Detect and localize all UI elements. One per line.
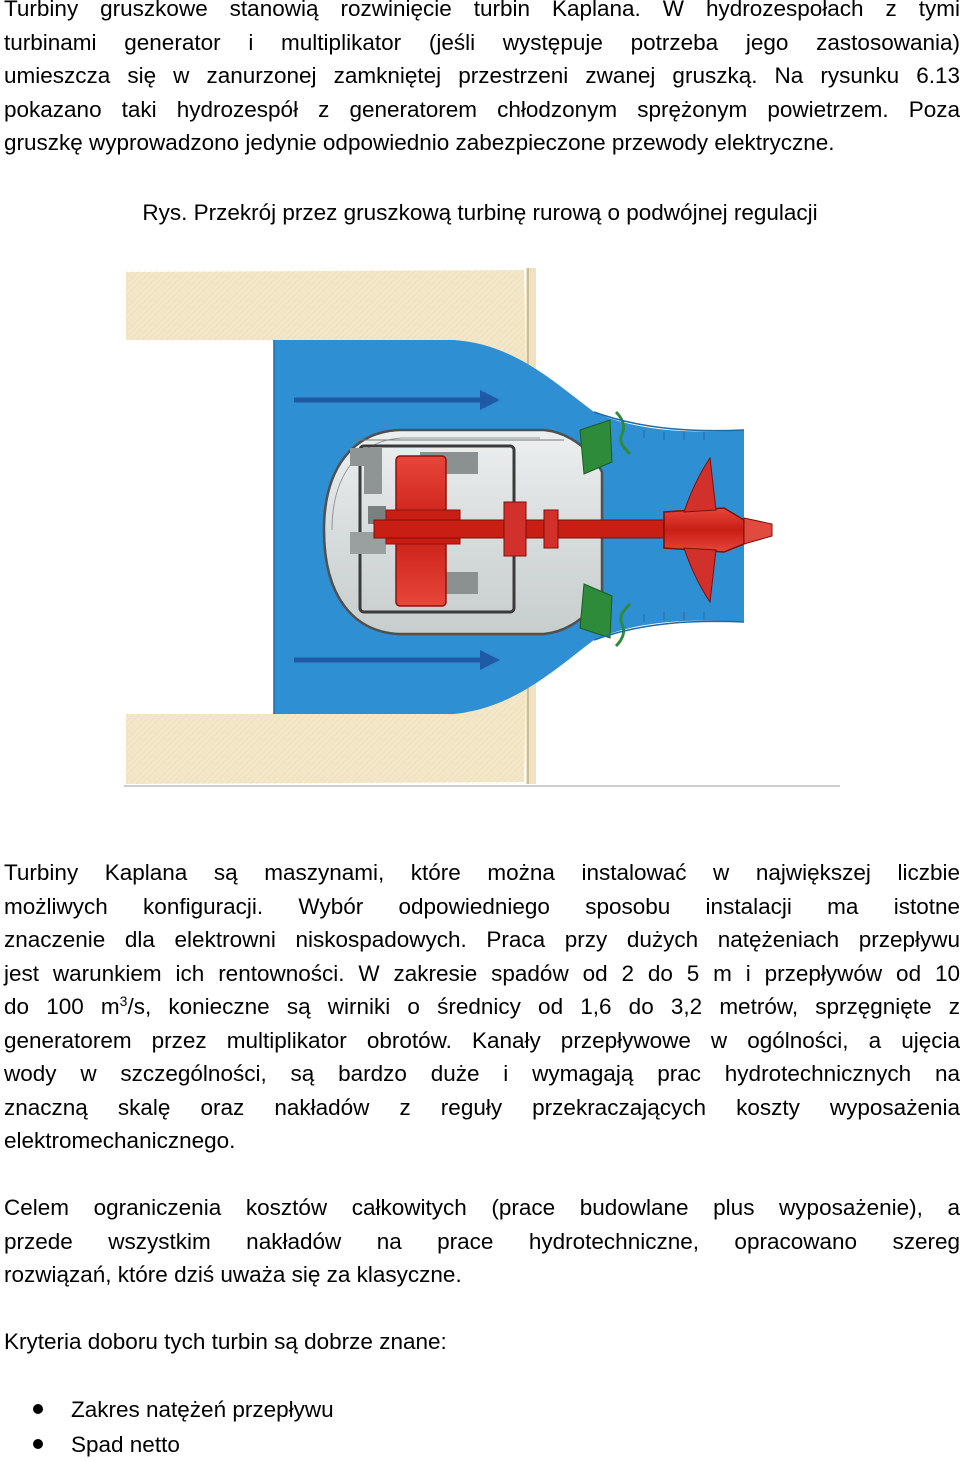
text-line: elektromechanicznego. <box>4 1128 236 1153</box>
list-item-text: Zakres natężeń przepływu <box>71 1397 334 1422</box>
text-line: możliwych konfiguracji. Wybór odpowiedniego sposobu instalacji ma istotne <box>4 893 960 919</box>
text-line: przede wszystkim nakładów na prace hydrotechniczne, opracowano szereg <box>4 1228 960 1254</box>
criteria-paragraph <box>4 1325 960 1359</box>
text-fragment: do 100 m <box>4 994 120 1019</box>
cost-paragraph <box>4 1191 960 1292</box>
text-line: Turbiny gruszkowe stanowią rozwinięcie turbin Kaplana. W hydrozespołach z tymi <box>4 0 960 21</box>
air-duct <box>364 462 382 494</box>
text-line: Kryteria doboru tych turbin są dobrze znane: <box>4 1329 447 1354</box>
kaplan-paragraph <box>4 856 960 1158</box>
turbine-shaft <box>374 520 684 538</box>
superscript: 3 <box>119 993 128 1009</box>
text-line: wody w szczególności, są bardzo duże i wymagają prac hydrotechnicznych na <box>4 1061 960 1086</box>
text-line: turbinami generator i multiplikator (jeśli występuje potrzeba jego zastosowania) <box>4 29 960 55</box>
figure-caption: Rys. Przekrój przez gruszkową turbinę rurową o podwójnej regulacji <box>142 200 818 225</box>
intake-gap <box>126 340 274 714</box>
text-line: pokazano taki hydrozespół z generatorem chłodzonym sprężonym powietrzem. Poza <box>4 96 960 122</box>
text-line: Turbiny Kaplana są maszynami, które można instalować w największej liczbie <box>4 860 960 885</box>
bullet-icon <box>33 1439 43 1449</box>
text-line: generatorem przez multiplikator obrotów. Kanały przepływowe w ogólności, a ujęcia <box>4 1027 960 1053</box>
list-item <box>0 1427 334 1462</box>
text-line: gruszkę wyprowadzono jedynie odpowiednio zabezpieczone przewody elektryczne. <box>4 130 835 155</box>
runner-hub <box>664 508 744 552</box>
bearing <box>504 502 526 556</box>
list-item-text: Spad netto <box>71 1432 180 1457</box>
text-line <box>4 990 960 1024</box>
list-item <box>0 1392 334 1427</box>
turbine-cross-section-figure <box>124 262 840 788</box>
text-line: rozwiązań, które dziś uważa się za klasyczne. <box>4 1262 462 1287</box>
bullet-icon <box>33 1404 43 1414</box>
text-fragment: /s, konieczne są wirniki o średnicy od 1,6 do 3,2 metrów, sprzęgnięte z <box>127 994 960 1019</box>
criteria-list <box>0 1392 334 1462</box>
text-line: znaczną skalę oraz nakładów z reguły przekraczających koszty wyposażenia <box>4 1094 960 1120</box>
intro-paragraph <box>4 0 960 160</box>
bearing <box>544 510 558 548</box>
text-line: znaczenie dla elektrowni niskospadowych. Praca przy dużych natężeniach przepływu <box>4 927 960 952</box>
runner-cone <box>744 518 772 544</box>
text-line: umieszcza się w zanurzonej zamkniętej przestrzeni zwanej gruszką. Na rysunku 6.13 <box>4 63 960 88</box>
text-line: Celem ograniczenia kosztów całkowitych (prace budowlane plus wyposażenie), a <box>4 1195 960 1220</box>
text-line: jest warunkiem ich rentowności. W zakresie spadów od 2 do 5 m i przepływów od 10 <box>4 960 960 986</box>
